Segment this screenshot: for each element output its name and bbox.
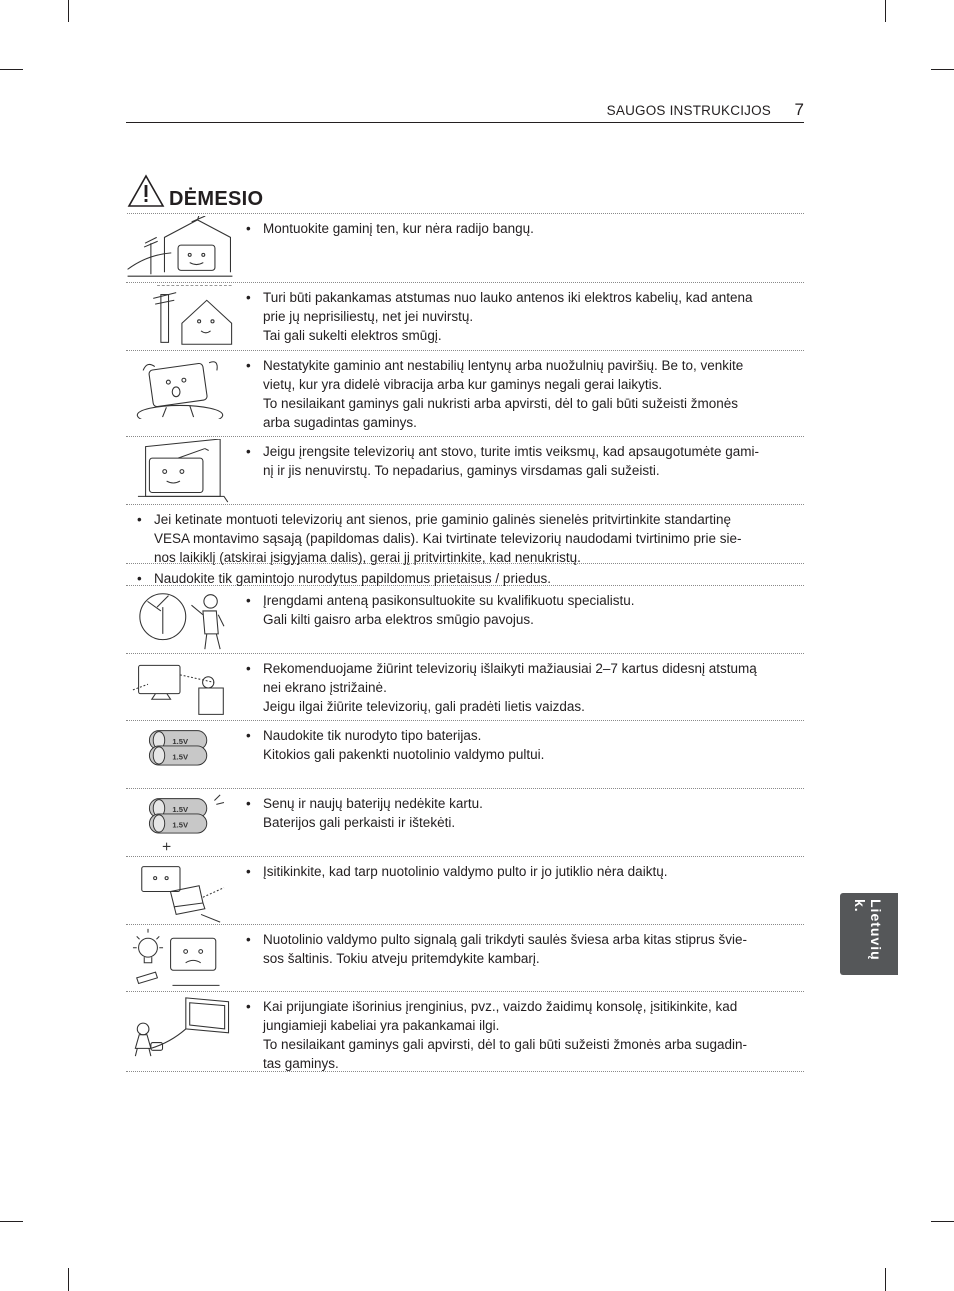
technician-icon xyxy=(126,588,234,653)
bullet-point: • xyxy=(246,593,251,608)
caution-text xyxy=(137,510,794,567)
caution-line: vietų, kur yra didelė vibracija arba kur gaminys negali gerai laikytis. xyxy=(263,377,663,392)
caution-line: Rekomenduojame žiūrint televizorių išlaikyti mažiausiai 2–7 kartus didesnį atstumą xyxy=(263,661,757,676)
caution-line: prie jų neprisiliestų, net jei nuvirstų. xyxy=(263,309,474,324)
caution-title: DĖMESIO xyxy=(169,188,264,210)
caution-line: nei ekrano įstrižainė. xyxy=(263,680,387,695)
caution-text xyxy=(246,930,793,968)
caution-line: Naudokite tik gamintojo nurodytus papildomus prietaisus / priedus. xyxy=(154,571,551,586)
caution-item xyxy=(126,505,804,564)
caution-text xyxy=(246,591,793,629)
house-antenna-icon xyxy=(126,216,234,282)
bullet-point: • xyxy=(246,728,251,743)
page-header xyxy=(126,100,804,123)
crop-mark xyxy=(0,69,23,70)
caution-item xyxy=(126,283,804,351)
caution-line: Gali kilti gaisro arba elektros smūgio pavojus. xyxy=(263,612,534,627)
warning-triangle-icon xyxy=(127,174,165,208)
caution-line: Nestatykite gaminio ant nestabilių lentynų arba nuožulnių paviršių. Be to, venkite xyxy=(263,358,744,373)
crop-mark xyxy=(68,1268,69,1291)
svg-text:1.5V: 1.5V xyxy=(172,805,189,815)
crop-mark xyxy=(885,1268,886,1291)
tv-on-stand-icon xyxy=(126,439,234,504)
bullet-point: • xyxy=(246,796,251,811)
bullet-point: • xyxy=(246,932,251,947)
batteries-icon xyxy=(126,723,234,788)
bullet-point: • xyxy=(246,661,251,676)
caution-line: sos šaltinis. Tokiu atveju pritemdykite kambarį. xyxy=(263,951,540,966)
caution-line: Kai prijungiate išorinius įrenginius, pvz., vaizdo žaidimų konsolę, įsitikinkite, kad xyxy=(263,999,738,1014)
caution-text xyxy=(246,794,793,832)
caution-line: Naudokite tik nurodyto tipo baterijas. xyxy=(263,728,482,743)
language-label: Lietuvių k. xyxy=(852,899,884,961)
caution-line: tas gaminys. xyxy=(263,1056,339,1071)
caution-item xyxy=(126,721,804,789)
caution-line: Senų ir naujų baterijų nedėkite kartu. xyxy=(263,796,483,811)
remote-obstacle-icon xyxy=(126,859,234,924)
unstable-tv-icon xyxy=(126,353,234,419)
caution-text xyxy=(246,862,793,881)
crop-mark xyxy=(931,69,954,70)
caution-text xyxy=(246,997,793,1073)
caution-line: Kitokios gali pakenkti nuotolinio valdymo pultui. xyxy=(263,747,545,762)
caution-item xyxy=(126,925,804,992)
caution-line: To nesilaikant gaminys gali nukristi arba apvirsti, dėl to gali būti sužeisti žmonės xyxy=(263,396,738,411)
caution-text xyxy=(246,442,793,480)
caution-text xyxy=(246,219,793,238)
caution-item xyxy=(126,564,804,586)
caution-item xyxy=(126,586,804,654)
language-tab xyxy=(840,893,898,975)
caution-line: Jei ketinate montuoti televizorių ant sienos, prie gaminio galinės sienelės pritvirtinkite standartinę xyxy=(154,512,732,527)
caution-line: Montuokite gaminį ten, kur nėra radijo bangų. xyxy=(263,221,534,236)
bright-light-icon xyxy=(126,927,234,991)
caution-item xyxy=(126,654,804,721)
caution-item xyxy=(126,857,804,925)
caution-line: jungiamieji kabeliai yra pakankamai ilgi. xyxy=(263,1018,500,1033)
caution-line: Turi būti pakankamas atstumas nuo lauko antenos iki elektros kabelių, kad antena xyxy=(263,290,753,305)
caution-heading xyxy=(127,173,804,214)
caution-line: To nesilaikant gaminys gali apvirsti, dėl to gali būti sužeisti žmonės arba sugadin- xyxy=(263,1037,747,1052)
bullet-point: • xyxy=(246,444,251,459)
bullet-point: • xyxy=(246,358,251,373)
bullet-point: • xyxy=(137,571,142,586)
bullet-point: • xyxy=(246,221,251,236)
svg-text:1.5V: 1.5V xyxy=(172,752,189,762)
caution-line: Įrengdami anteną pasikonsultuokite su kvalifikuotu specialistu. xyxy=(263,593,635,608)
caution-line: VESA montavimo sąsają (papildomas dalis). Kai tvirtinate televizorių naudodami tvirtinimo prie sie- xyxy=(154,531,742,546)
crop-mark xyxy=(885,0,886,22)
antenna-pole-house-icon xyxy=(126,285,234,350)
caution-item xyxy=(126,789,804,857)
caution-item xyxy=(126,437,804,505)
caution-line: Jeigu įrengsite televizorių ant stovo, turite imtis veiksmų, kad apsaugotumėte gami- xyxy=(263,444,759,459)
bullet-point: • xyxy=(137,512,142,527)
caution-line: arba sugadintas gaminys. xyxy=(263,415,417,430)
caution-item xyxy=(126,992,804,1072)
crop-mark xyxy=(0,1221,23,1222)
bullet-point: • xyxy=(246,864,251,879)
caution-line: Įsitikinkite, kad tarp nuotolinio valdymo pulto ir jo jutiklio nėra daiktų. xyxy=(263,864,668,879)
caution-line: Nuotolinio valdymo pulto signalą gali trikdyti saulės šviesa arba kitas stiprus švie- xyxy=(263,932,747,947)
page-number: 7 xyxy=(794,100,804,119)
caution-item xyxy=(126,214,804,283)
caution-line: Baterijos gali perkaisti ir ištekėti. xyxy=(263,815,456,830)
svg-text:1.5V: 1.5V xyxy=(172,820,189,830)
old-new-batteries-icon xyxy=(126,791,234,856)
caution-line: nos laikiklį (atskirai įsigyjama dalis), gerai jį pritvirtinkite, kad nenukristų. xyxy=(154,550,581,565)
caution-text xyxy=(246,356,793,432)
cable-child-icon xyxy=(126,994,234,1060)
caution-item xyxy=(126,351,804,437)
caution-line: nį ir jis nenuvirstų. To nepadarius, gaminys virsdamas gali sužeisti. xyxy=(263,463,660,478)
caution-text xyxy=(246,288,793,345)
section-title: SAUGOS INSTRUKCIJOS xyxy=(606,103,771,118)
viewing-distance-icon xyxy=(126,656,234,720)
svg-text:1.5V: 1.5V xyxy=(172,737,189,747)
crop-mark xyxy=(68,0,69,22)
caution-line: Jeigu ilgai žiūrite televizorių, gali pradėti lietis vaizdas. xyxy=(263,699,585,714)
caution-text xyxy=(246,726,793,764)
caution-text xyxy=(246,659,793,716)
bullet-point: • xyxy=(246,999,251,1014)
caution-line: Tai gali sukelti elektros smūgį. xyxy=(263,328,442,343)
bullet-point: • xyxy=(246,290,251,305)
crop-mark xyxy=(931,1221,954,1222)
